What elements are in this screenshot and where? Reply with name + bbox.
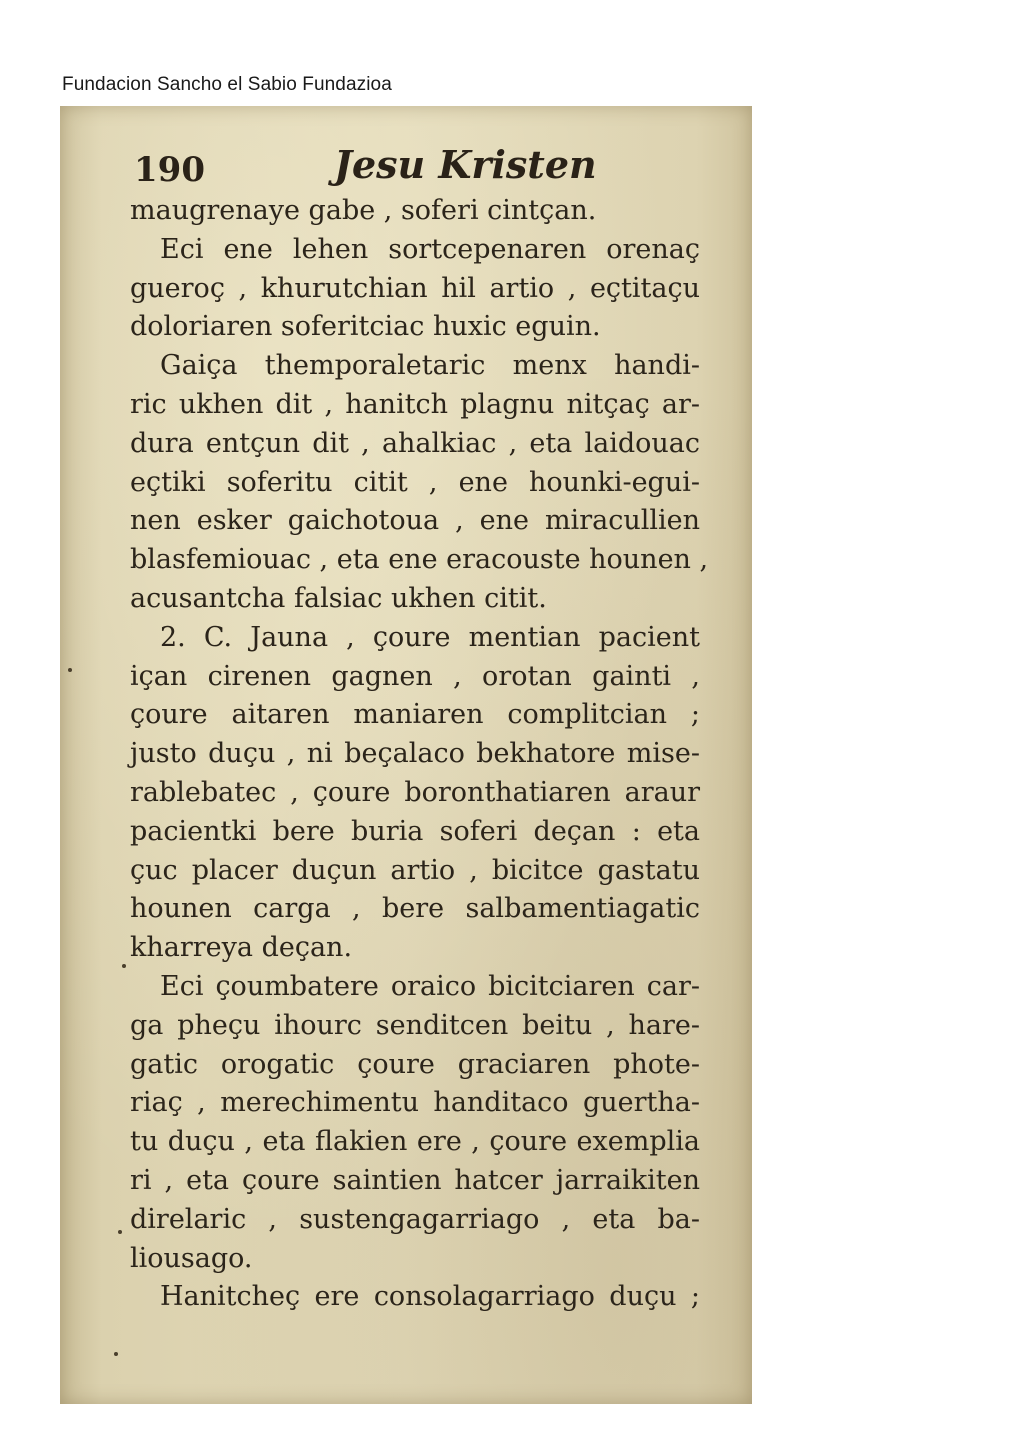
text-line: riaç , merechimentu handitaco guertha- — [130, 1087, 700, 1119]
text-line: hounen carga , bere salbamentiagatic — [130, 893, 700, 925]
running-title: Jesu Kristen — [334, 142, 597, 187]
text-line: doloriaren soferitciac huxic eguin. — [130, 311, 601, 343]
text-line: 2. C. Jauna , çoure mentian pacient — [160, 621, 700, 653]
text-line: liousago. — [130, 1242, 253, 1274]
text-line: tu duçu , eta flakien ere , çoure exemplia — [130, 1126, 700, 1158]
text-line: nen esker gaichotoua , ene miracullien — [130, 505, 700, 537]
text-line: Gaiça themporaletaric menx handi- — [160, 350, 700, 382]
ink-speck — [114, 1352, 118, 1356]
text-line: dura entçun dit , ahalkiac , eta laidouac — [130, 427, 700, 459]
archive-header: Fundacion Sancho el Sabio Fundazioa — [62, 74, 392, 95]
body-text — [130, 192, 709, 1317]
text-line: justo duçu , ni beçalaco bekhatore mise- — [130, 738, 700, 770]
text-line: acusantcha falsiac ukhen citit. — [130, 582, 547, 614]
text-line: gueroç , khurutchian hil artio , eçtitaçu — [130, 272, 700, 304]
ink-speck — [122, 964, 126, 968]
text-line: çoure aitaren maniaren complitcian ; — [130, 699, 700, 731]
text-line: ga pheçu ihourc senditcen beitu , hare- — [130, 1009, 700, 1041]
text-line: Eci çoumbatere oraico bicitciaren car- — [160, 970, 700, 1002]
page-header — [134, 142, 694, 198]
text-line: içan cirenen gagnen , orotan gainti , — [130, 660, 700, 692]
text-line: Eci ene lehen sortcepenaren orenaç — [160, 233, 700, 265]
text-line: eçtiki soferitu citit , ene hounki-egui- — [130, 466, 700, 498]
scanned-page — [60, 106, 752, 1404]
text-line: çuc placer duçun artio , bicitce gastatu — [130, 854, 700, 886]
text-line: kharreya deçan. — [130, 932, 353, 964]
text-line: maugrenaye gabe , soferi cintçan. — [130, 195, 597, 226]
text-line: pacientki bere buria soferi deçan : eta — [130, 815, 700, 847]
text-line: gatic orogatic çoure graciaren phote- — [130, 1048, 700, 1080]
text-line: ric ukhen dit , hanitch plagnu nitçaç ar- — [130, 388, 700, 420]
text-line: direlaric , sustengagarriago , eta ba- — [130, 1203, 700, 1235]
page-number: 190 — [134, 150, 205, 190]
text-line: rablebatec , çoure boronthatiaren araur — [130, 776, 700, 808]
ink-speck — [118, 1230, 122, 1234]
text-line: ri , eta çoure saintien hatcer jarraikiten — [130, 1164, 700, 1196]
text-line: Hanitcheç ere consolagarriago duçu ; — [160, 1281, 700, 1313]
ink-speck — [68, 668, 72, 672]
text-line: blasfemiouac , eta ene eracouste hounen , — [130, 544, 709, 576]
